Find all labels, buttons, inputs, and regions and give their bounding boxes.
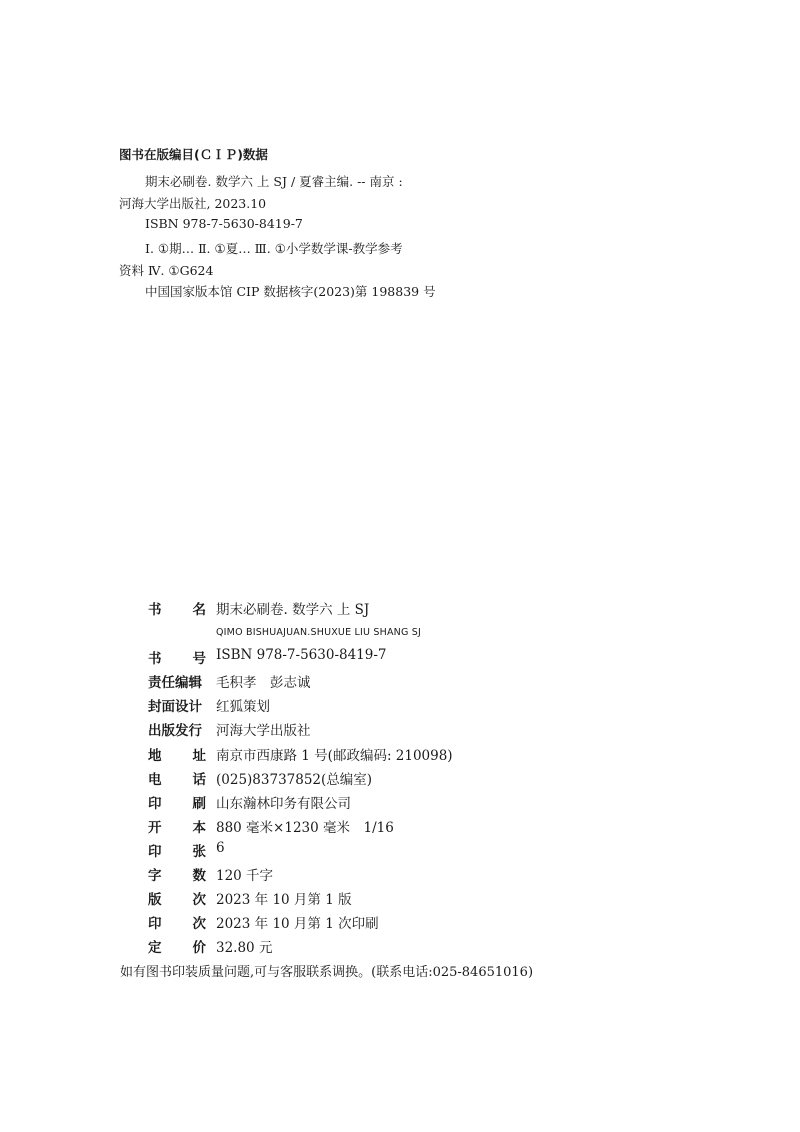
label-char: 印: [148, 844, 162, 860]
value-printing: 2023 年 10 月第 1 次印刷: [216, 916, 379, 932]
label-text: 出版发行: [148, 723, 202, 739]
label-char: 次: [192, 916, 206, 932]
label-char: 开: [148, 820, 162, 836]
value-cover-design: 红狐策划: [216, 699, 270, 715]
label-char: 书: [148, 651, 162, 667]
value-sheets: 6: [216, 840, 225, 856]
value-book-name: 期末必刷卷. 数学六 上 SJ: [216, 602, 370, 618]
value-printer: 山东瀚林印务有限公司: [216, 796, 351, 812]
label-text: 封面设计: [148, 699, 202, 715]
value-edition: 2023 年 10 月第 1 版: [216, 892, 352, 908]
label-words: [148, 864, 206, 884]
label-char: 字: [148, 868, 162, 884]
label-sheets: [148, 840, 206, 860]
cip-line-5: 资料 Ⅳ. ①G624: [119, 263, 214, 278]
label-phone: [148, 768, 206, 788]
label-char: 印: [148, 916, 162, 932]
value-publisher: 河海大学出版社: [216, 723, 311, 739]
cip-line-2: 河海大学出版社, 2023.10: [119, 196, 267, 211]
label-isbn: [148, 647, 206, 667]
cip-title: 图书在版编目(ＣＩＰ)数据: [119, 147, 268, 162]
label-char: 定: [148, 940, 162, 956]
label-char: 印: [148, 796, 162, 812]
cip-line-1: 期末必刷卷. 数学六 上 SJ / 夏睿主编. -- 南京 :: [145, 174, 403, 189]
label-char: 地: [148, 748, 162, 764]
quality-notice: 如有图书印装质量问题,可与客服联系调换。(联系电话:025-84651016): [120, 965, 534, 980]
label-book-name: [148, 598, 206, 618]
label-publisher: [148, 719, 206, 739]
label-char: 号: [192, 651, 206, 667]
label-char: 刷: [192, 796, 206, 812]
label-char: 址: [192, 748, 206, 764]
label-char: 数: [192, 868, 206, 884]
label-char: 版: [148, 892, 162, 908]
label-printer: [148, 792, 206, 812]
label-char: 本: [192, 820, 206, 836]
label-char: 名: [192, 602, 206, 618]
cip-line-6: 中国国家版本馆 CIP 数据核字(2023)第 198839 号: [145, 284, 436, 299]
cip-line-3: ISBN 978-7-5630-8419-7: [145, 216, 303, 231]
label-char: 张: [192, 844, 206, 860]
label-char: 价: [192, 940, 206, 956]
value-phone: (025)83737852(总编室): [216, 772, 373, 788]
value-editor: 毛积孝 彭志诚: [216, 675, 311, 691]
label-text: 责任编辑: [148, 675, 202, 691]
label-char: 书: [148, 602, 162, 618]
label-char: 次: [192, 892, 206, 908]
value-format: 880 毫米×1230 毫米 1/16: [216, 820, 394, 836]
label-price: [148, 936, 206, 956]
value-address: 南京市西康路 1 号(邮政编码: 210098): [216, 748, 453, 764]
label-editor: [148, 671, 206, 691]
label-char: 话: [192, 772, 206, 788]
book-name-pinyin: QIMO BISHUAJUAN.SHUXUE LIU SHANG SJ: [216, 627, 421, 638]
value-words: 120 千字: [216, 868, 274, 884]
value-price: 32.80 元: [216, 940, 273, 956]
label-cover-design: [148, 695, 206, 715]
label-printing: [148, 912, 206, 932]
value-isbn: ISBN 978-7-5630-8419-7: [216, 647, 387, 663]
label-address: [148, 744, 206, 764]
cip-line-4: Ⅰ. ①期… Ⅱ. ①夏… Ⅲ. ①小学数学课-教学参考: [145, 241, 403, 256]
label-edition: [148, 888, 206, 908]
label-format: [148, 816, 206, 836]
label-char: 电: [148, 772, 162, 788]
